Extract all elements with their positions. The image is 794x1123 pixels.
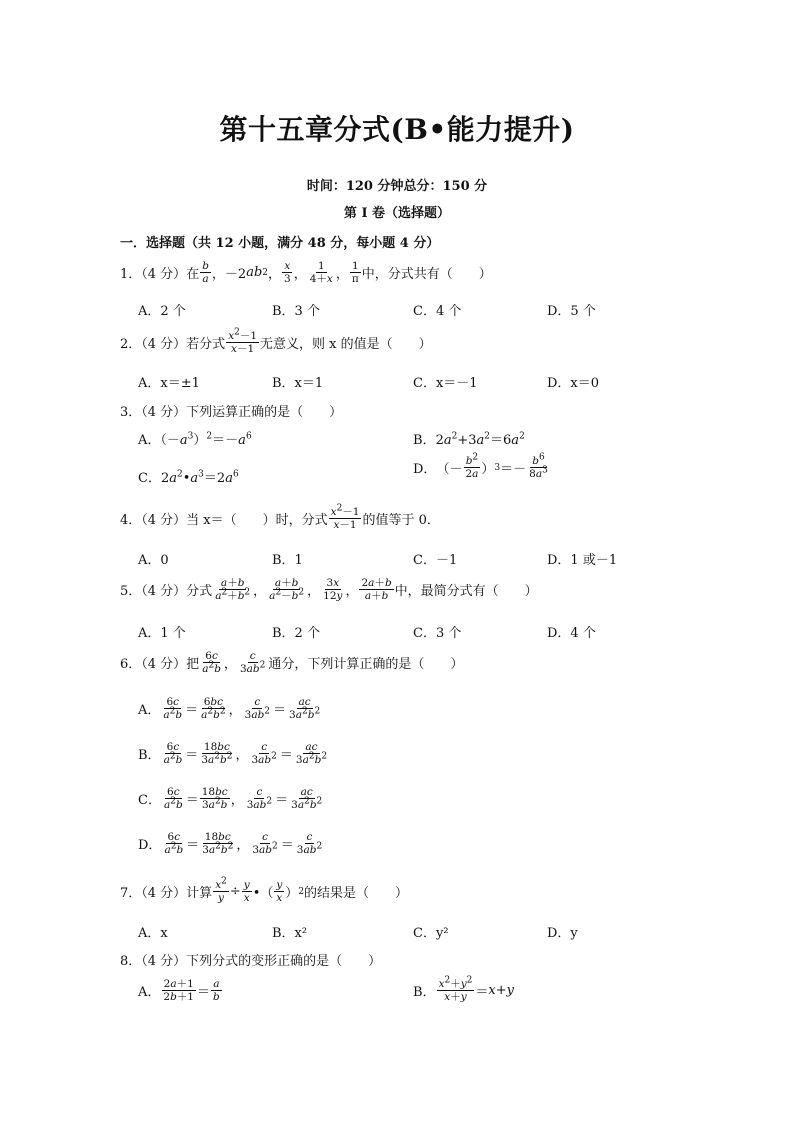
fraction: $\frac{x^2-1}{x-1}$ [228, 327, 258, 355]
q7-option-c[interactable]: C．y² [413, 926, 449, 941]
volume-label: 第 I 卷（选择题） [343, 206, 451, 221]
question-4 [120, 503, 440, 531]
q1-option-a[interactable]: A．2 个 [138, 304, 186, 319]
question-4-prefix: 4．（4 分）当 x＝（ ）时，分式 [120, 513, 328, 528]
q5-option-a[interactable]: A．1 个 [138, 626, 186, 641]
fraction: $\frac{2a+b}{a+b}$ [361, 577, 392, 602]
section-heading: 一．选择题（共 12 小题，满分 48 分，每小题 4 分） [120, 236, 440, 251]
question-5-prefix: 5．（4 分）分式 [120, 584, 213, 599]
q2-option-d[interactable]: D．x＝0 [547, 376, 600, 391]
q8-option-b[interactable]: B． $\frac{x^2+y^2}{x+y}$ ＝ x + y [413, 975, 515, 1003]
q2-option-b[interactable]: B．x＝1 [272, 376, 324, 391]
q6-option-c[interactable]: C． $\frac{6c}{a^2b}$ ＝ $\frac{18bc}{3a^2b}$ ， $\frac{c}{3ab^2}$ ＝ $\frac{ac}{3a^2b^2}$ [138, 786, 323, 811]
fraction: $\frac{1}{4+x}$ [309, 260, 333, 285]
fraction: $\frac{6c}{a^2b}$ [202, 650, 221, 675]
q3-option-a[interactable]: A．$(-a^3)^2=-a^6$ [138, 431, 252, 448]
q1-option-b[interactable]: B．3 个 [272, 304, 320, 319]
question-2-prefix: 2．（4 分）若分式 [120, 337, 226, 352]
question-6-prefix: 6．（4 分）把 [120, 657, 200, 672]
q1-option-c[interactable]: C．4 个 [413, 304, 462, 319]
fraction: $\frac{x^2-1}{x-1}$ [330, 503, 360, 531]
question-2 [120, 327, 432, 355]
question-2-suffix: 无意义，则 x 的值是（ ） [260, 337, 432, 352]
question-1-prefix: 1．（4 分）在 [120, 267, 200, 282]
fraction: $\frac{1}{\pi}$ [351, 260, 359, 285]
question-7-prefix: 7．（4 分）计算 [120, 886, 213, 901]
q8-option-a[interactable]: A． $\frac{2a+1}{2b+1}$ ＝ $\frac{a}{b}$ [138, 978, 220, 1003]
question-4-suffix: 的值等于 0． [362, 513, 440, 528]
q7-option-d[interactable]: D．y [547, 926, 578, 941]
fraction: $\frac{x}{3}$ [284, 260, 291, 285]
q3-option-d[interactable]: D． （－ $\frac{b^2}{2a}$ ） 3 ＝－ $\frac{b^6}{8a^3}$ [413, 452, 548, 480]
q6-option-a[interactable]: A． $\frac{6c}{a^2b}$ ＝ $\frac{6bc}{a^2b^2}$ ， $\frac{c}{3ab^2}$ ＝ $\frac{ac}{3a^2b^2}$ [138, 696, 321, 721]
time-info: 时间：120 分钟总分：150 分 [306, 179, 488, 194]
q6-option-b[interactable]: B． $\frac{6c}{a^2b}$ ＝ $\frac{18bc}{3a^2b^2}$ ， $\frac{c}{3ab^2}$ ＝ $\frac{ac}{3a^2b^2}$ [138, 741, 328, 766]
q1-option-d[interactable]: D．5 个 [547, 304, 596, 319]
question-6: 6．（4 分）把 $\frac{6c}{a^2b}$ ， $\frac{c}{3ab^2}$ 通分，下列计算正确的是（ ） [120, 650, 464, 675]
question-8: 8．（4 分）下列分式的变形正确的是（ ） [120, 954, 382, 969]
question-6-suffix: 通分，下列计算正确的是（ ） [268, 657, 464, 672]
fraction: $\frac{y}{x}$ [243, 879, 250, 904]
fraction: $\frac{a+b}{a^2-b^2}$ [269, 577, 305, 602]
question-7: 7．（4 分）计算 $\frac{x^2}{y}$ ÷ $\frac{y}{x}$ •（ $\frac{y}{x}$ ） 2 的结果是（ ） [120, 876, 409, 904]
question-1: 1．（4 分）在 $\frac{b}{a}$ ，－2 ab 2 ， $\frac{x}{3}$ ， $\frac{1}{4+x}$ ， $\frac{1}{\pi}$ 中，分式共有（ ） [120, 260, 492, 285]
fraction: $\frac{b}{a}$ [202, 260, 209, 285]
q3-option-c[interactable]: C．$2a^2•a^3=2a^6$ [138, 469, 239, 486]
q4-option-a[interactable]: A．0 [138, 553, 169, 568]
fraction: $\frac{a+b}{a^2+b^2}$ [215, 577, 251, 602]
fraction: $\frac{x^2}{y}$ [215, 876, 227, 904]
fraction: $\frac{c}{3ab^2}$ [239, 650, 266, 675]
q5-option-b[interactable]: B．2 个 [272, 626, 320, 641]
question-3: 3．（4 分）下列运算正确的是（ ） [120, 405, 343, 420]
question-5-suffix: 中，最简分式有（ ） [394, 584, 538, 599]
question-5: 5．（4 分）分式 $\frac{a+b}{a^2+b^2}$ ， $\frac{a+b}{a^2-b^2}$ ， $\frac{3x}{12y}$ ， $\frac{2a+b}{a+b}$ 中，最简分式有（ ） [120, 577, 538, 602]
q3-option-b[interactable]: B．$2a^2+3a^2=6a^2$ [413, 431, 525, 448]
question-1-suffix: 中，分式共有（ ） [361, 267, 492, 282]
q4-option-b[interactable]: B．1 [272, 553, 303, 568]
q5-option-d[interactable]: D．4 个 [547, 626, 596, 641]
q4-option-c[interactable]: C．－1 [413, 553, 458, 568]
page-title: 第十五章分式(B•能力提升) [219, 113, 575, 146]
question-7-suffix: 的结果是（ ） [304, 886, 409, 901]
q4-option-d[interactable]: D．1 或－1 [547, 553, 618, 568]
q6-option-d[interactable]: D． $\frac{6c}{a^2b}$ ＝ $\frac{18bc}{3a^2b^2}$ ， $\frac{c}{3ab^2}$ ＝ $\frac{c}{3ab^2}$ [138, 831, 323, 856]
q7-option-a[interactable]: A．x [138, 926, 168, 941]
q2-option-c[interactable]: C．x＝－1 [413, 376, 478, 391]
fraction: $\frac{3x}{12y}$ [323, 577, 343, 602]
fraction: $\frac{y}{x}$ [276, 879, 283, 904]
q2-option-a[interactable]: A．x＝±1 [138, 376, 200, 391]
q7-option-b[interactable]: B．x² [272, 926, 308, 941]
q5-option-c[interactable]: C．3 个 [413, 626, 462, 641]
